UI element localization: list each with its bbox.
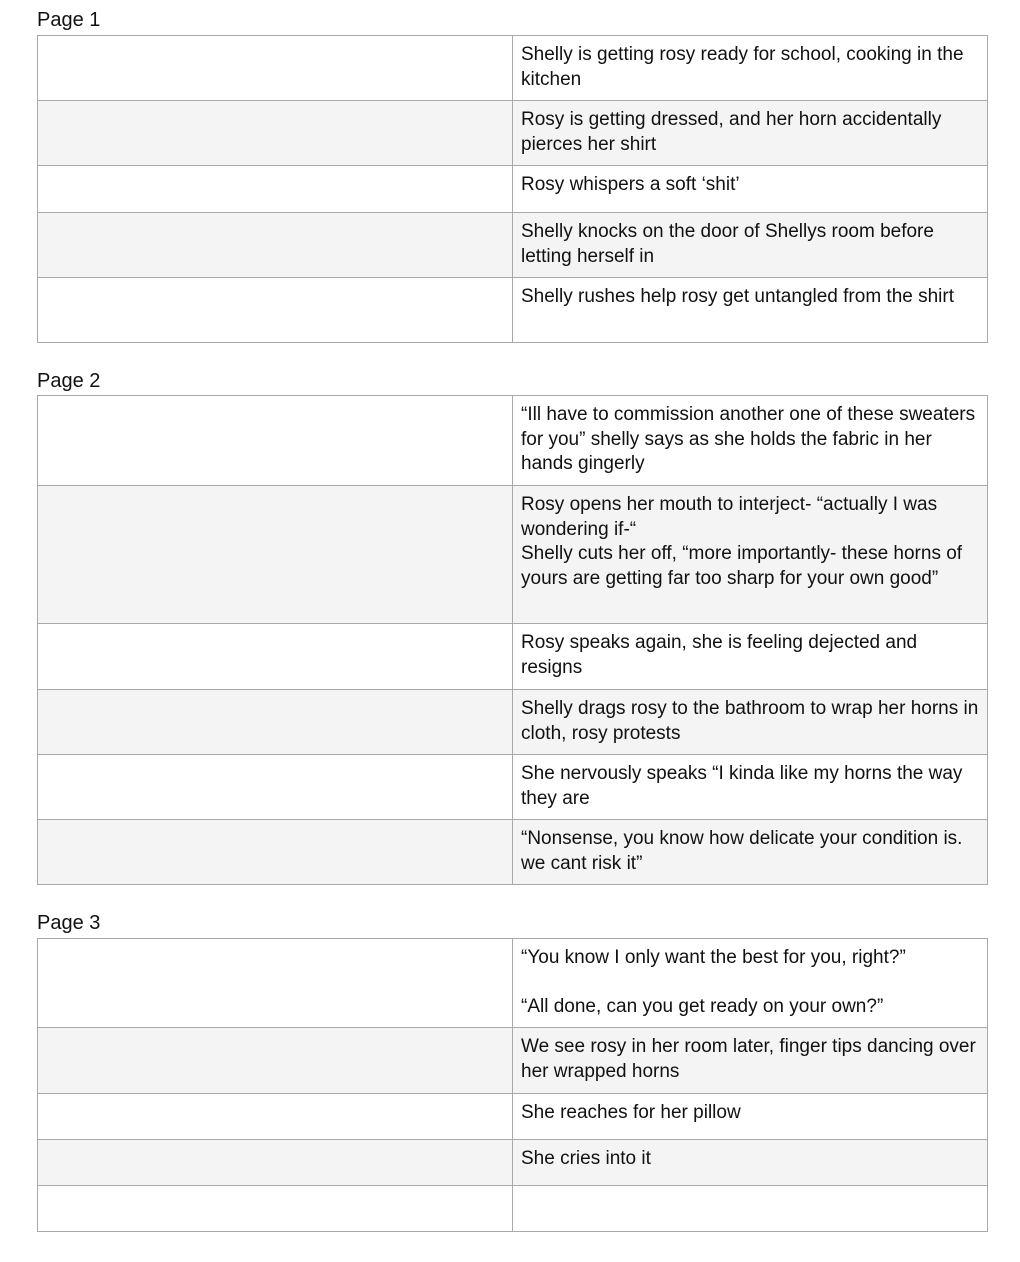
text-cell[interactable]: Rosy opens her mouth to interject- “actually I was wondering if-“ Shelly cuts her off, “more importantly- these horns of yours are getting far too sharp for your own good” xyxy=(513,486,988,624)
table-row xyxy=(38,820,988,885)
text-cell[interactable]: Shelly rushes help rosy get untangled from the shirt xyxy=(513,278,988,343)
table-row xyxy=(38,36,988,101)
page-3-table xyxy=(37,938,988,1232)
page-3-label: Page 3 xyxy=(37,912,101,934)
table-row xyxy=(38,1028,988,1094)
image-cell[interactable] xyxy=(38,1094,513,1140)
page-1-table xyxy=(37,35,988,343)
image-cell[interactable] xyxy=(38,690,513,755)
table-row xyxy=(38,213,988,278)
image-cell[interactable] xyxy=(38,755,513,820)
text-cell[interactable]: Shelly knocks on the door of Shellys room before letting herself in xyxy=(513,213,988,278)
image-cell[interactable] xyxy=(38,1186,513,1232)
text-cell[interactable]: She nervously speaks “I kinda like my horns the way they are xyxy=(513,755,988,820)
text-cell[interactable] xyxy=(513,1186,988,1232)
image-cell[interactable] xyxy=(38,939,513,1028)
table-row xyxy=(38,1186,988,1232)
text-cell[interactable]: We see rosy in her room later, finger tips dancing over her wrapped horns xyxy=(513,1028,988,1094)
text-cell[interactable]: Rosy speaks again, she is feeling dejected and resigns xyxy=(513,624,988,690)
table-row xyxy=(38,755,988,820)
text-cell[interactable]: Shelly is getting rosy ready for school, cooking in the kitchen xyxy=(513,36,988,101)
table-row xyxy=(38,396,988,486)
image-cell[interactable] xyxy=(38,1140,513,1186)
table-row xyxy=(38,624,988,690)
text-cell[interactable]: She reaches for her pillow xyxy=(513,1094,988,1140)
image-cell[interactable] xyxy=(38,166,513,213)
text-cell[interactable]: “You know I only want the best for you, right?” “All done, can you get ready on your own?” xyxy=(513,939,988,1028)
image-cell[interactable] xyxy=(38,486,513,624)
text-cell[interactable]: “Nonsense, you know how delicate your condition is. we cant risk it” xyxy=(513,820,988,885)
image-cell[interactable] xyxy=(38,101,513,166)
page-1-label: Page 1 xyxy=(37,9,101,31)
table-row xyxy=(38,939,988,1028)
page-2-label: Page 2 xyxy=(37,370,101,392)
image-cell[interactable] xyxy=(38,278,513,343)
table-row xyxy=(38,166,988,213)
text-cell[interactable]: She cries into it xyxy=(513,1140,988,1186)
image-cell[interactable] xyxy=(38,396,513,486)
text-cell[interactable]: “Ill have to commission another one of these sweaters for you” shelly says as she holds the fabric in her hands gingerly xyxy=(513,396,988,486)
text-cell[interactable]: Shelly drags rosy to the bathroom to wrap her horns in cloth, rosy protests xyxy=(513,690,988,755)
image-cell[interactable] xyxy=(38,624,513,690)
table-row xyxy=(38,278,988,343)
image-cell[interactable] xyxy=(38,1028,513,1094)
text-cell[interactable]: Rosy is getting dressed, and her horn accidentally pierces her shirt xyxy=(513,101,988,166)
table-row xyxy=(38,690,988,755)
page-2-table xyxy=(37,395,988,885)
image-cell[interactable] xyxy=(38,820,513,885)
image-cell[interactable] xyxy=(38,36,513,101)
table-row xyxy=(38,1094,988,1140)
table-row xyxy=(38,1140,988,1186)
text-cell[interactable]: Rosy whispers a soft ‘shit’ xyxy=(513,166,988,213)
table-row xyxy=(38,101,988,166)
table-row xyxy=(38,486,988,624)
image-cell[interactable] xyxy=(38,213,513,278)
